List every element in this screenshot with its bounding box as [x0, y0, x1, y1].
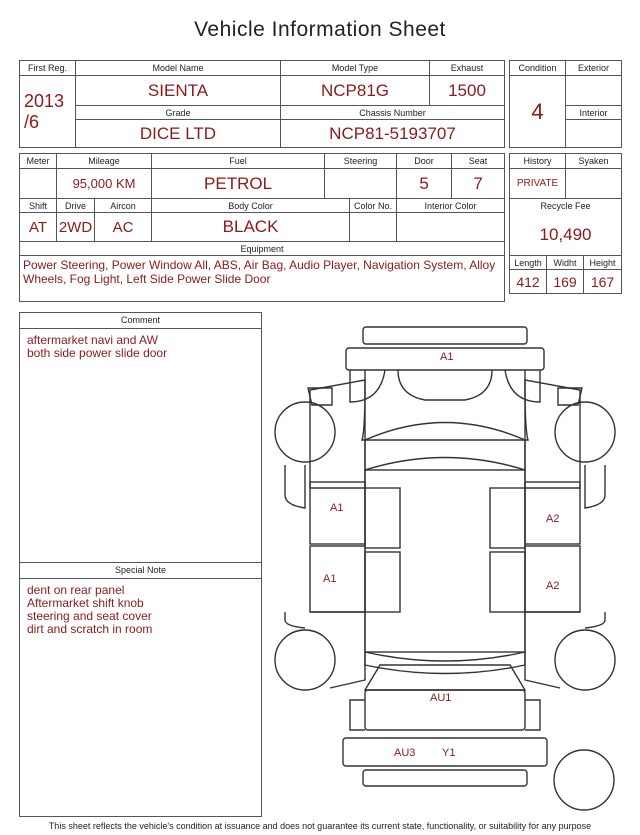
mark-left-front: A1	[330, 502, 344, 514]
interior-color-value	[397, 213, 505, 242]
left-front-wheel	[275, 402, 335, 462]
mark-right-front: A2	[546, 513, 560, 525]
recycle-fee-cell	[510, 199, 622, 256]
roof	[365, 470, 525, 652]
comment-label: Comment	[20, 313, 261, 329]
history-label: History	[510, 154, 566, 169]
special-note-box	[20, 579, 261, 641]
left-rear-wheel	[275, 630, 335, 690]
length-value: 412	[510, 270, 547, 294]
interior-color-label: Interior Color	[397, 199, 505, 213]
first-reg-year: 2013	[24, 90, 65, 111]
model-name-label: Model Name	[76, 61, 281, 76]
mark-rear-bumper-left: AU3	[394, 747, 416, 759]
left-front-fender	[310, 380, 365, 488]
door-value: 5	[397, 169, 452, 199]
right-rear-wheel	[555, 630, 615, 690]
grade-label: Grade	[76, 106, 281, 120]
model-type-value: NCP81G	[281, 76, 430, 106]
condition-table	[509, 60, 622, 148]
disclaimer-footer: This sheet reflects the vehicle's condition at issuance and does not guarantee its current state, functionality, or suitability for any purpose	[48, 821, 592, 831]
width-value: 169	[547, 270, 584, 294]
chassis-number-label: Chassis Number	[281, 106, 505, 120]
mark-rear-panel: AU1	[430, 692, 452, 704]
interior-value	[566, 120, 622, 148]
grade-value: DICE LTD	[76, 120, 281, 148]
comment-box	[20, 329, 261, 562]
syaken-value	[566, 169, 622, 199]
comment-line: aftermarket navi and AW	[27, 333, 158, 347]
right-front-window	[490, 488, 525, 548]
right-tail-light	[525, 700, 540, 730]
mark-right-rear: A2	[546, 580, 560, 592]
first-reg-month: /6	[24, 111, 40, 132]
recycle-fee-label: Recycle Fee	[540, 201, 591, 211]
syaken-label: Syaken	[566, 154, 622, 169]
mileage-label: Mileage	[57, 154, 152, 169]
special-note-label: Special Note	[20, 562, 261, 579]
mileage-value: 95,000 KM	[57, 169, 152, 199]
model-type-label: Model Type	[281, 61, 430, 76]
hood-curve	[398, 370, 492, 400]
shift-value: AT	[20, 213, 57, 242]
left-rear-window	[365, 552, 400, 612]
chassis-number-value: NCP81-5193707	[281, 120, 505, 148]
left-front-step	[285, 465, 305, 508]
exterior-value	[566, 76, 622, 106]
meter-label: Meter	[20, 154, 57, 169]
aircon-value: AC	[95, 213, 152, 242]
recycle-fee-value: 10,490	[539, 225, 592, 244]
shift-label: Shift	[20, 199, 57, 213]
drive-value: 2WD	[57, 213, 95, 242]
right-front-step	[585, 465, 605, 508]
seat-label: Seat	[452, 154, 505, 169]
height-value: 167	[584, 270, 622, 294]
history-value: PRIVATE	[510, 169, 566, 199]
windshield	[365, 423, 525, 471]
special-note-line: dirt and scratch in room	[27, 622, 153, 636]
steering-label: Steering	[325, 154, 397, 169]
body-color-value: BLACK	[152, 213, 350, 242]
fuel-label: Fuel	[152, 154, 325, 169]
spare-tire	[554, 750, 614, 810]
right-headlight	[505, 370, 540, 402]
right-front-wheel	[555, 402, 615, 462]
model-name-value: SIENTA	[76, 76, 281, 106]
special-note-line: steering and seat cover	[27, 609, 152, 623]
front-bumper-upper	[363, 327, 527, 344]
left-rear-arch	[285, 612, 305, 628]
rear-window	[365, 652, 525, 674]
right-rear-window	[490, 552, 525, 612]
condition-label: Condition	[510, 61, 566, 76]
seat-value: 7	[452, 169, 505, 199]
specs-table	[19, 153, 505, 302]
color-no-value	[350, 213, 397, 242]
vehicle-info-table	[19, 60, 505, 148]
width-label: Widht	[547, 256, 584, 270]
history-table	[509, 153, 622, 294]
equipment-value: Power Steering, Power Window All, ABS, Air Bag, Audio Player, Navigation System, Alloy Wheels, Fog Light, Left Side Power Slide Door	[20, 256, 505, 302]
aircon-label: Aircon	[95, 199, 152, 213]
meter-value	[20, 169, 57, 199]
right-rear-arch	[585, 612, 605, 628]
drive-label: Drive	[57, 199, 95, 213]
interior-label: Interior	[566, 106, 622, 120]
first-reg-label: First Reg.	[20, 61, 76, 76]
mark-rear-bumper-right: Y1	[442, 747, 456, 759]
exterior-label: Exterior	[566, 61, 622, 76]
right-front-fender	[525, 380, 580, 488]
mark-left-rear: A1	[323, 573, 337, 585]
body-color-label: Body Color	[152, 199, 350, 213]
mark-front-bumper: A1	[440, 351, 454, 363]
right-rear-door	[525, 546, 580, 612]
left-rear-door	[310, 546, 365, 612]
condition-value: 4	[510, 76, 566, 148]
left-tail-light	[350, 700, 365, 730]
door-label: Door	[397, 154, 452, 169]
fuel-value: PETROL	[152, 169, 325, 199]
rear-bumper-lower	[363, 770, 527, 786]
height-label: Height	[584, 256, 622, 270]
color-no-label: Color No.	[350, 199, 397, 213]
hood	[362, 370, 528, 440]
left-front-window	[365, 488, 400, 548]
equipment-label: Equipment	[20, 242, 505, 256]
length-label: Length	[510, 256, 547, 270]
car-damage-diagram	[270, 320, 625, 815]
exhaust-value: 1500	[430, 76, 505, 106]
special-note-line: dent on rear panel	[27, 583, 125, 597]
left-quarter-panel	[310, 612, 365, 688]
right-quarter-panel	[525, 612, 580, 688]
notes-panel	[19, 312, 262, 817]
first-reg-value	[20, 76, 76, 148]
exhaust-label: Exhaust	[430, 61, 505, 76]
left-headlight	[350, 370, 385, 402]
steering-value	[325, 169, 397, 199]
comment-line: both side power slide door	[27, 346, 168, 360]
special-note-line: Aftermarket shift knob	[27, 596, 144, 610]
sheet-title: Vehicle Information Sheet	[194, 18, 446, 41]
